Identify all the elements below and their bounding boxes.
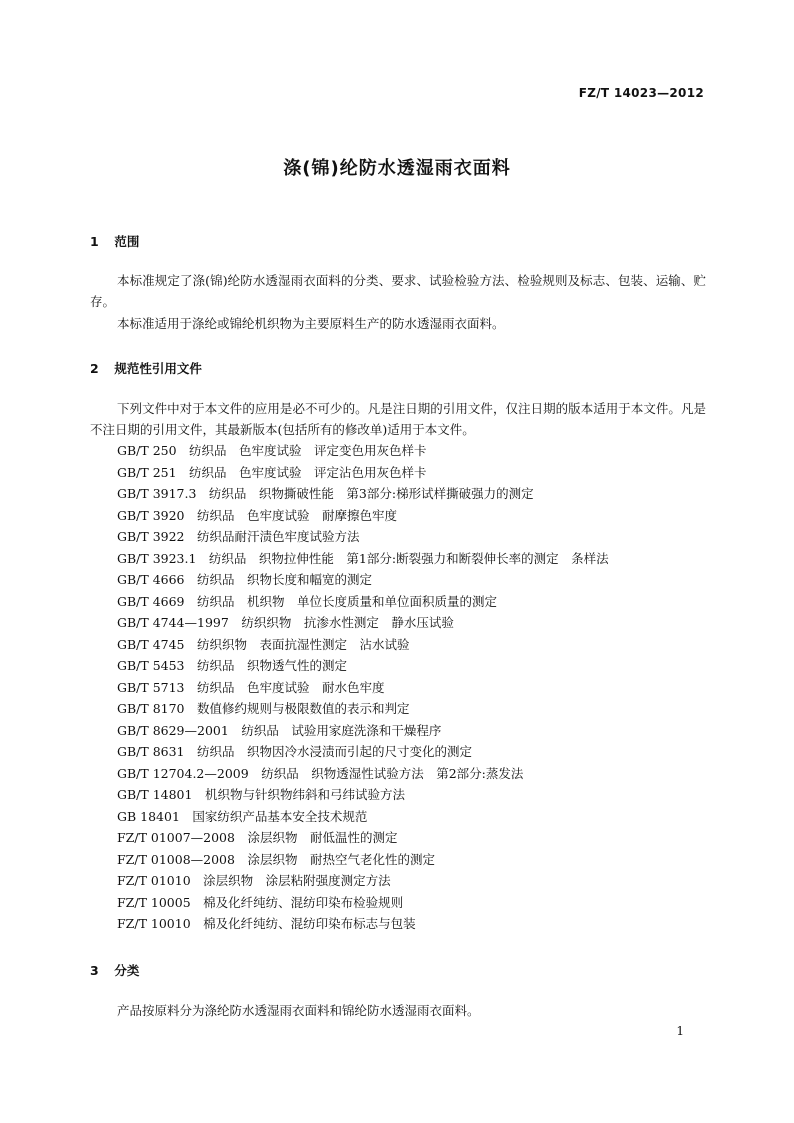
reference-item: GB/T 5453 纺织品 织物透气性的测定: [117, 658, 348, 673]
reference-item: GB/T 4669 纺织品 机织物 单位长度质量和单位面积质量的测定: [117, 593, 498, 609]
reference-item: GB/T 251 纺织品 色牢度试验 评定沾色用灰色样卡: [117, 464, 427, 480]
document-title: 涤(锦)纶防水透湿雨衣面料: [283, 158, 511, 179]
section-number: 1: [90, 234, 99, 249]
reference-item: FZ/T 10010 棉及化纤纯纺、混纺印染布标志与包装: [117, 916, 416, 931]
reference-item: GB/T 4666 纺织品 织物长度和幅宽的测定: [117, 572, 373, 587]
reference-item: FZ/T 01007—2008 涂层织物 耐低温性的测定: [117, 830, 398, 845]
reference-item: GB/T 3923.1 纺织品 织物拉伸性能 第1部分:断裂强力和断裂伸长率的测定 条样法: [117, 550, 609, 566]
reference-item: GB/T 3920 纺织品 色牢度试验 耐摩擦色牢度: [117, 507, 398, 523]
section-number: 3: [90, 963, 99, 978]
reference-item: GB/T 8629—2001 纺织品 试验用家庭洗涤和干燥程序: [117, 722, 442, 738]
section-heading-scope: [90, 232, 139, 250]
reference-item: GB/T 4744—1997 纺织织物 抗渗水性测定 静水压试验: [117, 615, 454, 630]
section-heading-normative-references: [90, 359, 202, 377]
reference-item: GB/T 5713 纺织品 色牢度试验 耐水色牢度: [117, 679, 385, 695]
reference-item: GB/T 250 纺织品 色牢度试验 评定变色用灰色样卡: [117, 443, 427, 458]
reference-item: GB/T 12704.2—2009 纺织品 织物透湿性试验方法 第2部分:蒸发法: [117, 765, 524, 781]
page-number: 1: [676, 1024, 684, 1038]
references-intro-paragraph: 下列文件中对于本文件的应用是必不可少的。凡是注日期的引用文件，仅注日期的版本适用于本文件。凡是不注日期的引用文件，其最新版本(包括所有的修改单)适用于本文件。: [90, 401, 706, 437]
scope-paragraph-2: 本标准适用于涤纶或锦纶机织物为主要原料生产的防水透湿雨衣面料。: [117, 316, 505, 331]
reference-item: GB/T 14801 机织物与针织物纬斜和弓纬试验方法: [117, 787, 405, 802]
section-heading-classification: [90, 961, 139, 979]
section-title: 范围: [114, 234, 140, 249]
reference-item: GB/T 4745 纺织织物 表面抗湿性测定 沾水试验: [117, 636, 410, 652]
reference-item: FZ/T 10005 棉及化纤纯纺、混纺印染布检验规则: [117, 894, 404, 910]
reference-item: FZ/T 01008—2008 涂层织物 耐热空气老化性的测定: [117, 851, 435, 867]
section-number: 2: [90, 361, 99, 376]
reference-list: [117, 440, 609, 935]
reference-item: FZ/T 01010 涂层织物 涂层粘附强度测定方法: [117, 873, 391, 888]
reference-item: GB/T 8170 数值修约规则与极限数值的表示和判定: [117, 701, 410, 716]
standard-code: FZ/T 14023—2012: [578, 86, 704, 100]
classification-paragraph: 产品按原料分为涤纶防水透湿雨衣面料和锦纶防水透湿雨衣面料。: [117, 1003, 480, 1018]
section-title: 分类: [114, 963, 140, 978]
reference-item: GB/T 3922 纺织品耐汗渍色牢度试验方法: [117, 529, 360, 544]
section-title: 规范性引用文件: [114, 361, 202, 376]
reference-item: GB/T 3917.3 纺织品 织物撕破性能 第3部分:梯形试样撕破强力的测定: [117, 486, 534, 501]
scope-paragraph-1: 本标准规定了涤(锦)纶防水透湿雨衣面料的分类、要求、试验检验方法、检验规则及标志、包装、运输、贮存。: [90, 273, 706, 309]
reference-item: GB 18401 国家纺织产品基本安全技术规范: [117, 808, 368, 824]
reference-item: GB/T 8631 纺织品 织物因冷水浸渍而引起的尺寸变化的测定: [117, 744, 473, 759]
